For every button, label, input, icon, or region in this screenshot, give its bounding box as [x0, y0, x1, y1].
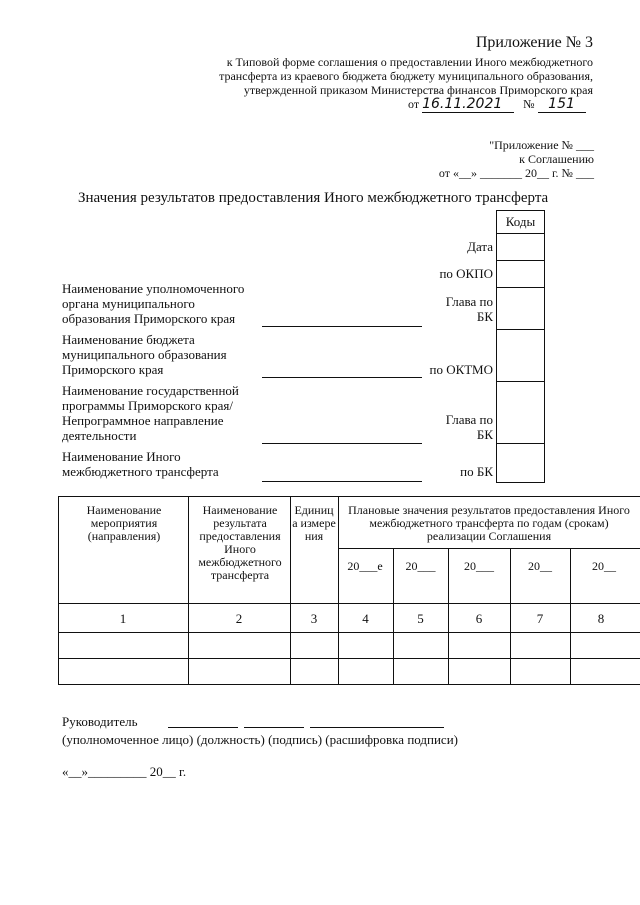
- code-cell-date: [496, 233, 545, 261]
- code-cell-glava-2: [496, 381, 545, 444]
- col-header-result: Наименование результата предоставления Иного межбюджетного трансферта: [198, 503, 282, 582]
- col-number-3: 3: [310, 611, 318, 626]
- year-cell-1: 20___е: [347, 559, 383, 573]
- order-no-label: №: [523, 97, 535, 111]
- code-cell-oktmo: [496, 329, 545, 382]
- program-label: Наименование государственной программы Приморского края/Непрограммное направление деятельности: [62, 383, 239, 443]
- col-header-unit: Единица измерения: [292, 503, 336, 543]
- head-label: Руководитель: [62, 714, 138, 729]
- budget-fill-line: [262, 377, 422, 378]
- col-number-7: 7: [536, 611, 544, 626]
- org-fill-line: [262, 326, 422, 327]
- year-cell-4: 20__: [528, 559, 552, 573]
- org-label: Наименование уполномоченного органа муниципального образования Приморского края: [62, 281, 245, 326]
- col-number-5: 5: [417, 611, 424, 626]
- signature-caption: (уполномоченное лицо) (должность) (подпись) (расшифровка подписи): [62, 732, 458, 747]
- oktmo-label: по ОКТМО: [429, 362, 493, 377]
- code-cell-bk: [496, 443, 545, 483]
- header-line-3: утвержденной приказом Министерства финансов Приморского края: [243, 83, 593, 97]
- agreement-ref-line: к Соглашению: [519, 152, 594, 166]
- col-divider-1: [188, 496, 189, 684]
- signature-sign-line: [244, 727, 304, 728]
- header-bottom-border: [58, 603, 640, 604]
- bk-label: по БК: [460, 464, 493, 479]
- glava-bk-label-2: Глава по БК: [445, 412, 493, 442]
- header-line-2: трансферта из краевого бюджета бюджету муниципального образования,: [219, 69, 593, 83]
- col-header-event: Наименование мероприятия (направления): [86, 503, 162, 543]
- col-number-6: 6: [475, 611, 483, 626]
- table-top-border: [58, 496, 640, 497]
- data-row-1-bottom: [58, 658, 640, 659]
- code-cell-glava-1: [496, 287, 545, 330]
- order-reference: [408, 96, 598, 113]
- program-fill-line: [262, 443, 422, 444]
- decode-sign-line: [310, 727, 444, 728]
- appendix-title: Приложение № 3: [475, 34, 593, 51]
- position-sign-line: [168, 727, 238, 728]
- transfer-fill-line: [262, 481, 422, 482]
- table-bottom-border: [58, 684, 640, 685]
- year-cell-5: 20__: [592, 559, 616, 573]
- years-row-top: [338, 548, 640, 549]
- table-left-border: [58, 496, 59, 684]
- budget-label: Наименование бюджета муниципального образования Приморского края: [62, 332, 227, 377]
- document-title: Значения результатов предоставления Иного межбюджетного трансферта: [78, 190, 549, 206]
- col-divider-3: [338, 496, 339, 684]
- col-divider-2: [290, 496, 291, 684]
- col-number-1: 1: [119, 611, 127, 626]
- order-date: 16.11.2021: [422, 96, 514, 113]
- col-number-2: 2: [235, 611, 243, 626]
- numbers-row-bottom: [58, 632, 640, 633]
- code-cell-okpo: [496, 260, 545, 288]
- codes-header: Коды: [505, 214, 536, 229]
- year-cell-2: 20___: [405, 559, 436, 573]
- date-label: Дата: [467, 239, 493, 254]
- agreement-date-line: от «__» _______ 20__ г. № ___: [438, 166, 594, 180]
- okpo-label: по ОКПО: [439, 266, 493, 281]
- col-number-8: 8: [597, 611, 605, 626]
- col-number-4: 4: [362, 611, 369, 626]
- order-number: 151: [538, 96, 586, 113]
- order-prefix: от: [408, 97, 420, 111]
- col-header-plan: Плановые значения результатов предоставления Иного межбюджетного трансферта по годам (срокам) реализации Соглашения: [348, 503, 630, 543]
- signature-date-line: «__»_________ 20__ г.: [62, 764, 187, 779]
- header-line-1: к Типовой форме соглашения о предоставлении Иного межбюджетного: [226, 55, 593, 69]
- glava-bk-label-1: Глава по БК: [445, 294, 493, 324]
- transfer-label: Наименование Иного межбюджетного трансферта: [62, 449, 219, 479]
- year-cell-3: 20___: [464, 559, 494, 573]
- agreement-appendix-line: "Приложение № ___: [489, 138, 594, 152]
